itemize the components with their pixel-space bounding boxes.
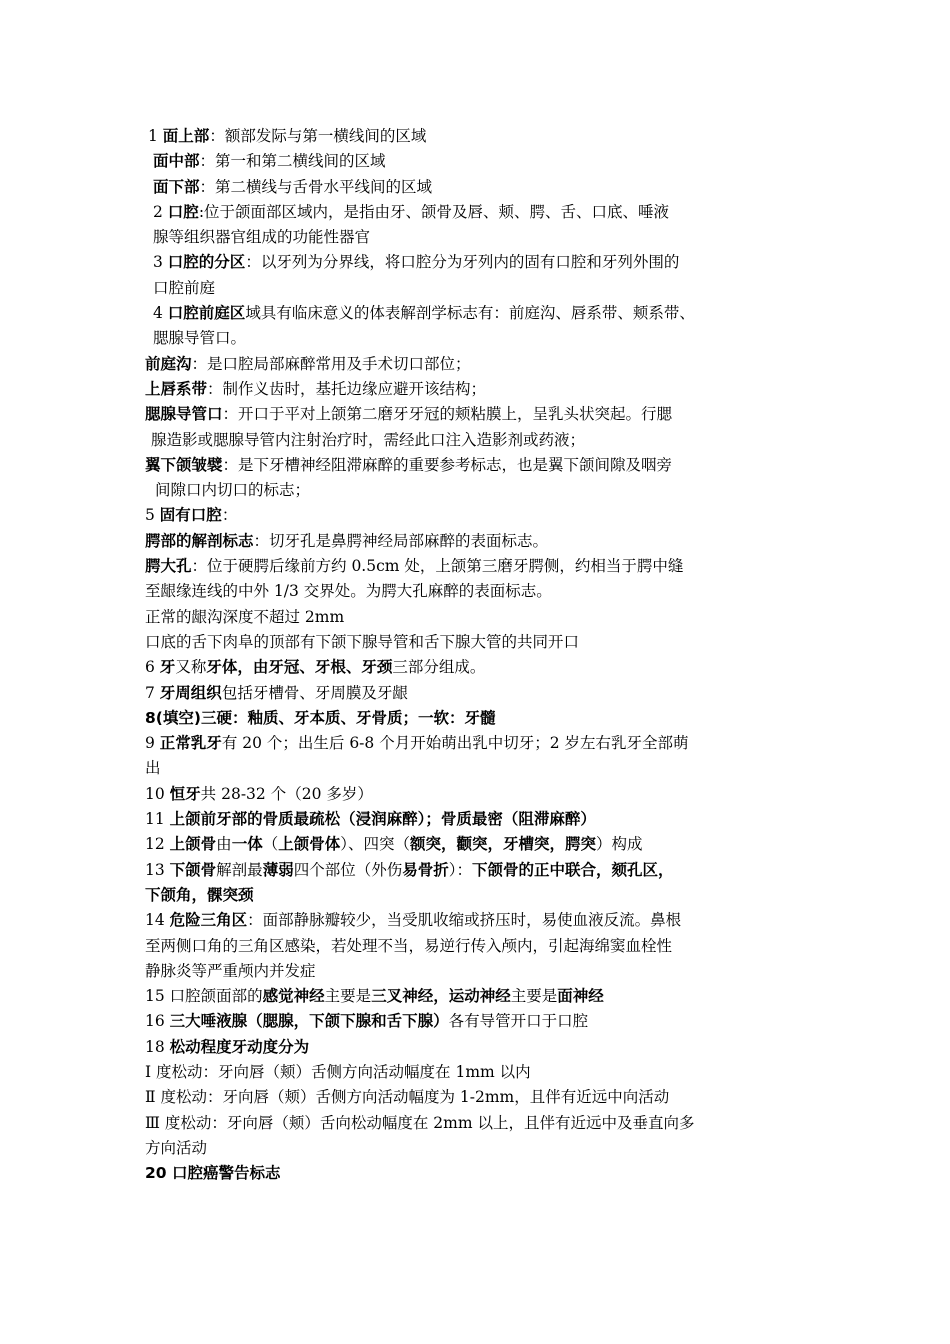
body-text: Ⅲ 度松动：牙向唇（颊）舌向松动幅度在 2mm 以上，且伴有近远中及垂直向多 (145, 1113, 695, 1132)
text-line (145, 276, 825, 301)
body-text: Ⅰ 度松动：牙向唇（颊）舌侧方向活动幅度在 1mm 以内 (145, 1062, 531, 1081)
bold-text: 三大唾液腺（腮腺，下颌下腺和舌下腺） (169, 1012, 449, 1031)
bold-text: 8(填空)三硬：釉质、牙本质、牙骨质；一软：牙髓 (145, 708, 496, 727)
text-line (145, 149, 825, 174)
text-line (145, 326, 825, 351)
body-text: ：第二横线与舌骨水平线间的区域 (199, 177, 433, 196)
bold-text: 腭大孔 (145, 557, 192, 576)
bold-text: 腮腺导管口 (145, 405, 223, 424)
bold-text: 翼下颌皱襞 (145, 455, 223, 474)
body-text: ）、四突（ (340, 835, 410, 854)
bold-text: 感觉神经 (262, 987, 325, 1006)
bold-text: 牙体，由牙冠、牙根、牙颈 (206, 658, 393, 677)
body-text: 解剖最 (216, 860, 263, 879)
text-line (145, 959, 825, 984)
body-text: 有 20 个；出生后 6-8 个月开始萌出乳中切牙；2 岁左右乳牙全部萌 (221, 734, 689, 753)
bold-text: 上唇系带 (145, 379, 208, 398)
text-line (145, 908, 825, 933)
text-line (145, 1035, 825, 1060)
text-line (145, 984, 825, 1009)
bold-text: 20 口腔癌警告标志 (145, 1164, 281, 1183)
bold-text: 面神经 (557, 987, 604, 1006)
body-text: ：开口于平对上颌第二磨牙牙冠的颊粘膜上，呈乳头状突起。行腮 (222, 405, 673, 424)
body-text: 腮腺导管口。 (153, 329, 247, 348)
body-text: Ⅱ 度松动：牙向唇（颊）舌侧方向活动幅度为 1-2mm，且伴有近远中向活动 (145, 1088, 670, 1107)
body-text: 6 (145, 658, 160, 677)
body-text: 15 口腔颌面部的 (145, 987, 263, 1006)
body-text: 口腔前庭 (153, 278, 216, 297)
body-text: 4 (153, 304, 168, 323)
text-line (145, 503, 825, 528)
text-line (145, 858, 825, 883)
bold-text: 薄弱 (262, 860, 294, 879)
text-line (145, 250, 825, 275)
bold-text: 口腔前庭区 (167, 304, 246, 323)
body-text: 方向活动 (145, 1138, 208, 1157)
bold-text: 额突，颧突，牙槽突，腭突 (410, 835, 597, 854)
body-text: ：额部发际与第一横线间的区域 (209, 127, 427, 145)
bold-text: 危险三角区 (169, 911, 248, 930)
text-line (145, 731, 825, 756)
bold-text: 上颌骨 (169, 835, 217, 854)
body-text: 14 (145, 911, 170, 930)
text-line (145, 756, 825, 781)
body-text: 腺等组织器官组成的功能性器官 (153, 228, 371, 247)
text-line (145, 807, 825, 832)
body-text: 又称 (175, 658, 207, 677)
bold-text: 面中部 (153, 152, 200, 171)
bold-text: 口腔 (167, 202, 199, 221)
text-line (145, 200, 825, 225)
body-text: 间隙口内切口的标志； (155, 481, 311, 500)
bold-text: 上颌前牙部的骨质最疏松（浸润麻醉）；骨质最密（阻滞麻醉） (169, 810, 596, 829)
bold-text: 下颌骨 (169, 860, 217, 879)
body-text: 腺造影或腮腺导管内注射治疗时，需经此口注入造影剂或药液； (151, 430, 586, 449)
text-line (145, 655, 825, 680)
text-line (145, 706, 825, 731)
bold-text: 腭部的解剖标志 (145, 531, 254, 550)
body-text: ：制作义齿时，基托边缘应避开该结构； (207, 379, 487, 398)
body-text: ：是下牙槽神经阻滞麻醉的重要参考标志，也是翼下颌间隙及咽旁 (222, 455, 673, 474)
text-line (145, 225, 825, 250)
text-line (145, 1060, 825, 1085)
body-text: ）： (448, 860, 472, 879)
text-line (145, 352, 825, 377)
bold-text: 一体 (231, 835, 263, 854)
text-line (145, 478, 825, 503)
body-text: 10 (145, 784, 170, 803)
body-text: 域具有临床意义的体表解剖学标志有：前庭沟、唇系带、颊系带、 (245, 304, 695, 323)
body-text: 11 (145, 810, 170, 829)
body-text: :位于颌面部区域内，是指由牙、颌骨及唇、颊、腭、舌、口底、唾液 (198, 202, 670, 221)
body-text: 9 (145, 734, 160, 753)
bold-text: 下颌角，髁突颈 (145, 885, 254, 904)
body-text: 7 (145, 683, 160, 702)
text-line (145, 402, 825, 427)
body-text: 各有导管开口于口腔 (448, 1012, 589, 1031)
text-line (145, 630, 825, 655)
body-text: 5 (145, 506, 160, 525)
text-line (145, 782, 825, 807)
bold-text: 前庭沟 (145, 354, 192, 373)
text-line (145, 1111, 825, 1136)
text-line (145, 934, 825, 959)
bold-text: 恒牙 (169, 784, 201, 803)
text-line (145, 124, 825, 149)
body-text: 13 (145, 860, 170, 879)
body-text: ：第一和第二横线间的区域 (199, 152, 386, 171)
bold-text: 固有口腔 (159, 506, 222, 525)
body-text: ：切牙孔是鼻腭神经局部麻醉的表面标志。 (253, 531, 549, 550)
body-text: ： (221, 506, 238, 525)
body-text: 18 (145, 1037, 170, 1056)
text-line (145, 1085, 825, 1110)
body-text: 至两侧口角的三角区感染，若处理不当，易逆行传入颅内，引起海绵窦血栓性 (145, 936, 673, 955)
document-body (145, 124, 825, 1186)
bold-text: 三叉神经，运动神经 (371, 987, 511, 1006)
body-text: ：是口腔局部麻醉常用及手术切口部位； (191, 354, 471, 373)
text-line (145, 453, 825, 478)
body-text: 出 (145, 759, 161, 778)
body-text: 口底的舌下肉阜的顶部有下颌下腺导管和舌下腺大管的共同开口 (145, 632, 580, 651)
text-line (145, 428, 825, 453)
text-line (145, 554, 825, 579)
body-text: （ (262, 835, 279, 854)
bold-text: 正常乳牙 (159, 734, 222, 753)
body-text: 至龈缘连线的中外 1/3 交界处。为腭大孔麻醉的表面标志。 (145, 582, 552, 601)
body-text: 主要是 (510, 987, 558, 1006)
bold-text: 面下部 (153, 177, 200, 196)
text-line (145, 832, 825, 857)
text-line (145, 579, 825, 604)
body-text: ：以牙列为分界线，将口腔分为牙列内的固有口腔和牙列外围的 (245, 253, 680, 272)
bold-text: 上颌骨体 (278, 835, 341, 854)
text-line (145, 301, 825, 326)
body-text: 共 28-32 个（20 多岁） (200, 784, 373, 803)
body-text: ）构成 (596, 835, 643, 854)
text-line (145, 1161, 825, 1186)
body-text: 静脉炎等严重颅内并发症 (145, 961, 316, 980)
bold-text: 牙 (159, 658, 176, 677)
body-text: 包括牙槽骨、牙周膜及牙龈 (221, 683, 408, 702)
text-line (145, 605, 825, 630)
text-line (145, 1136, 825, 1161)
text-line (145, 883, 825, 908)
body-text: 3 (153, 253, 168, 272)
text-line (145, 377, 825, 402)
body-text: 2 (153, 202, 168, 221)
body-text: 四个部位（外伤 (293, 860, 403, 879)
body-text: 正常的龈沟深度不超过 2mm (145, 607, 345, 626)
text-line (145, 529, 825, 554)
bold-text: 松动程度牙动度分为 (169, 1037, 310, 1056)
body-text: 三部分组成。 (392, 658, 486, 677)
body-text: ：面部静脉瓣较少，当受肌收缩或挤压时，易使血液反流。鼻根 (247, 911, 682, 930)
bold-text: 面上部 (162, 127, 210, 145)
body-text: ：位于硬腭后缘前方约 0.5cm 处，上颌第三磨牙腭侧，约相当于腭中缝 (191, 557, 684, 576)
bold-text: 口腔的分区 (167, 253, 246, 272)
body-text: 由 (216, 835, 232, 854)
body-text: 1 (148, 127, 163, 145)
bold-text: 牙周组织 (159, 683, 222, 702)
bold-text: 下颌骨的正中联合，颏孔区， (472, 860, 674, 879)
text-line (145, 1009, 825, 1034)
text-line (145, 681, 825, 706)
body-text: 16 (145, 1012, 170, 1031)
text-line (145, 175, 825, 200)
bold-text: 易骨折 (402, 860, 449, 879)
body-text: 主要是 (324, 987, 372, 1006)
body-text: 12 (145, 835, 170, 854)
